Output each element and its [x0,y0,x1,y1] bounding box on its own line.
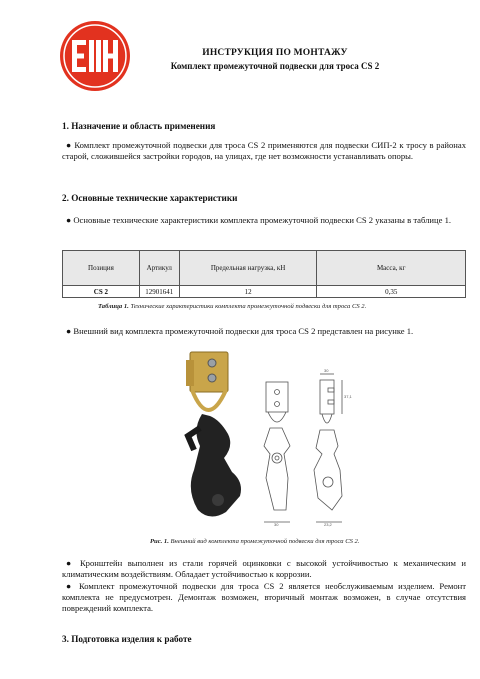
product-photo [186,352,241,517]
company-logo [59,20,131,92]
table-caption-label: Таблица 1. [98,303,129,310]
dimension-label: 30 [274,522,279,527]
section-1-heading: 1. Назначение и область применения [62,121,216,131]
dimension-label: 23,2 [324,522,332,527]
side-drawing [314,374,342,522]
figure-caption-label: Рис. 1. [150,538,169,545]
dimension-label: 30 [324,368,329,373]
document-subtitle: Комплект промежуточной подвески для троса CS 2 [170,61,380,71]
section-2-text: ● Основные технические характеристики комплекта промежуточной подвески CS 2 указаны в таблице 1. [66,215,452,225]
table-cell: 12901641 [139,286,179,298]
section-1-text: ● Комплект промежуточной подвески для троса CS 2 применяются для подвески СИП-2 к тросу в районах старой, сложившейся застройки городов, на улицах, где нет возможности устанавливать опоры. [62,140,466,161]
table-header-cell: Позиция [63,251,140,286]
table-cell: 12 [179,286,317,298]
table-cell: CS 2 [63,286,140,298]
section-3-heading: 3. Подготовка изделия к работе [62,634,192,644]
table-caption [98,303,366,310]
figure-caption [150,538,360,545]
figure-intro-text: ● Внешний вид комплекта промежуточной подвески для троса CS 2 представлен на рисунке 1. [66,326,414,336]
table-cell: 0,35 [317,286,466,298]
front-drawing [264,382,290,522]
table-header-cell: Предельная нагрузка, кН [179,251,317,286]
product-figure [170,350,370,530]
table-header-cell: Артикул [139,251,179,286]
dimension-label: 37,1 [344,394,352,399]
service-paragraph: ● Комплект промежуточной подвески для троса CS 2 является необслуживаемым изделием. Ремонт комплекта не предусмотрен. Демонтаж возможен, вторичный монтаж возможен, в случае отсутствия повреждений комплекта. [62,581,466,613]
figure-caption-text: Внешний вид комплекта промежуточной подвески для троса CS 2. [168,538,360,545]
section-2-heading: 2. Основные технические характеристики [62,193,238,203]
table-header-cell: Масса, кг [317,251,466,286]
bracket-paragraph: ● Кронштейн выполнен из стали горячей оцинковки с высокой устойчивостью к механическим и климатическим воздействиям. Обладает устойчивостью к коррозии. [62,558,466,579]
table-header-row [63,251,466,286]
table-caption-text: Технические характеристики комплекта промежуточной подвески для троса CS 2. [128,303,367,310]
document-title: ИНСТРУКЦИЯ ПО МОНТАЖУ [202,48,348,58]
specs-table [62,250,466,298]
table-row [63,286,466,298]
